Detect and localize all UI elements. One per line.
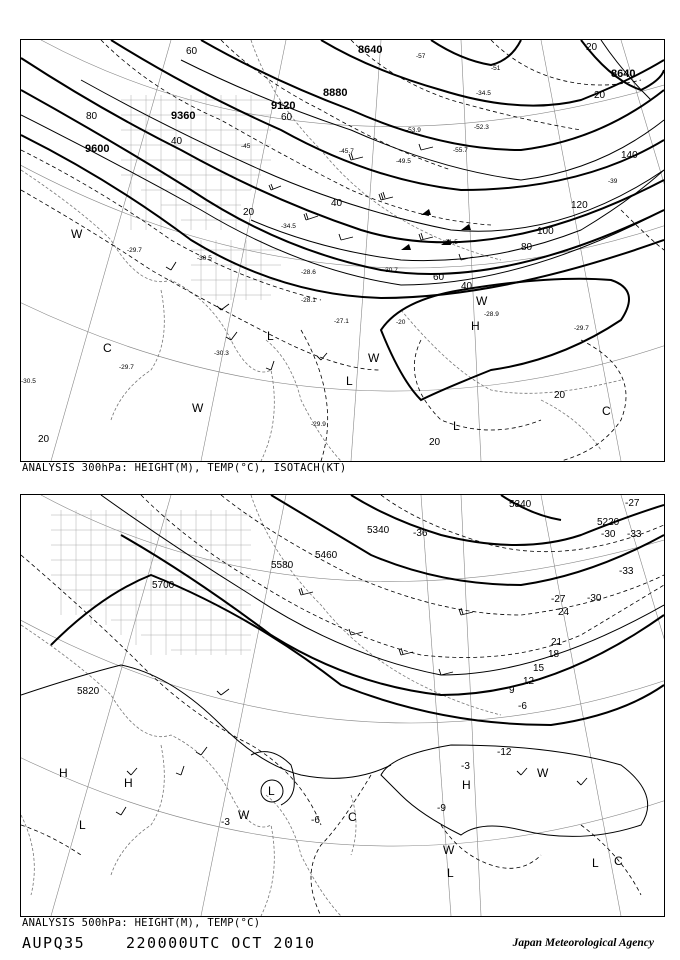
temperature-label: -55.7 (453, 147, 468, 154)
isotach-label: 100 (537, 226, 554, 237)
temperature-label: -34.5 (281, 223, 296, 230)
temperature-label: -29.7 (574, 325, 589, 332)
temperature-label: -30.5 (21, 378, 36, 385)
temperature-label: -12 (497, 747, 512, 758)
height-label: 5580 (271, 560, 294, 571)
temperature-label: 15 (533, 663, 545, 674)
temperature-label: 9 (509, 685, 515, 696)
isotach-label: 40 (171, 136, 183, 147)
pressure-center: C (614, 854, 623, 868)
wind-barbs (116, 588, 587, 815)
temperature-label: -28.6 (301, 269, 316, 276)
pressure-center: W (192, 401, 204, 415)
isotach-label: 20 (586, 42, 598, 53)
temperature-label: -49.5 (396, 158, 411, 165)
height-thin-contours (21, 495, 664, 805)
map-300hpa (21, 40, 664, 461)
pressure-center: C (348, 810, 357, 824)
pressure-center: W (537, 766, 549, 780)
height-label: 9600 (85, 143, 110, 155)
temperature-label: -6 (518, 701, 527, 712)
chart-footer (22, 934, 658, 954)
temperature-label: -20 (396, 319, 406, 326)
chart-500hpa (20, 494, 665, 917)
temperature-label: -28.9 (484, 311, 499, 318)
map-500hpa (21, 495, 664, 916)
height-label: 5220 (597, 517, 620, 528)
pressure-center: L (453, 419, 460, 433)
temperature-label: -34.5 (476, 90, 491, 97)
isotach-label: 20 (554, 390, 566, 401)
temperature-label: -6 (311, 815, 320, 826)
temperature-label: -33 (619, 566, 634, 577)
height-contours (21, 40, 664, 298)
temperature-label: -45.7 (339, 148, 354, 155)
temperature-label: -28.1 (301, 297, 316, 304)
height-label: 8640 (611, 68, 636, 80)
temperature-label: 12 (523, 676, 535, 687)
isotach-label: 60 (281, 112, 293, 123)
pressure-center: W (443, 843, 455, 857)
temperature-label: -30 (601, 529, 616, 540)
isotach-label: 40 (331, 198, 343, 209)
pressure-center: L (268, 784, 275, 798)
pressure-center: H (471, 319, 480, 333)
isotach-label: 20 (243, 207, 255, 218)
pressure-center: W (476, 294, 488, 308)
coastline (21, 495, 501, 916)
height-label: 9360 (171, 110, 196, 122)
temperature-label: -29.7 (119, 364, 134, 371)
height-label: 8880 (323, 87, 348, 99)
isotach-label: 20 (38, 434, 50, 445)
isotach-label: 20 (429, 437, 441, 448)
pressure-center: W (368, 351, 380, 365)
caption-300hpa: ANALYSIS 300hPa: HEIGHT(M), TEMP(°C), ISOTACH(KT) (22, 462, 347, 474)
height-label: 5340 (367, 525, 390, 536)
wind-pennants (401, 209, 471, 250)
wind-barbs (166, 144, 473, 370)
isotach-label: 40 (461, 281, 473, 292)
temperature-label: -29.9 (311, 421, 326, 428)
terrain-hatch (51, 510, 251, 655)
height-label: 5700 (152, 580, 175, 591)
closed-contour (381, 745, 648, 836)
temperature-label: 21 (551, 637, 563, 648)
pressure-center: L (267, 329, 274, 343)
caption-500hpa: ANALYSIS 500hPa: HEIGHT(M), TEMP(°C) (22, 917, 261, 929)
temperature-label: -29.7 (127, 247, 142, 254)
temperature-label: -53.9 (406, 127, 421, 134)
pressure-center: W (71, 227, 83, 241)
temperature-label: -45 (241, 143, 251, 150)
pressure-center: L (447, 866, 454, 880)
pressure-center: C (103, 341, 112, 355)
temperature-label: -30.7 (383, 267, 398, 274)
temperature-label: -30.5 (197, 255, 212, 262)
valid-time: 220000UTC OCT 2010 (126, 934, 316, 952)
temperature-label: -57 (416, 53, 426, 60)
temperature-label: -30 (587, 593, 602, 604)
pressure-center: H (124, 776, 133, 790)
height-label: 5460 (315, 550, 338, 561)
height-contours (51, 495, 664, 725)
isotach-label: 80 (521, 242, 533, 253)
isotach-label: 80 (86, 111, 98, 122)
height-label: 9120 (271, 100, 296, 112)
pressure-center: L (79, 818, 86, 832)
height-label: 5340 (509, 499, 532, 510)
agency-name: Japan Meteorological Agency (512, 937, 654, 949)
height-label: 5820 (77, 686, 100, 697)
temperature-label: -27 (625, 498, 640, 509)
temperature-label: -30.3 (214, 350, 229, 357)
height-label: 8640 (358, 44, 383, 56)
temperature-label: -31.5 (443, 239, 458, 246)
temperature-label: -39 (608, 178, 618, 185)
temperature-label: 24 (558, 607, 570, 618)
temperature-label: -51 (491, 65, 501, 72)
pressure-center: C (602, 404, 611, 418)
product-code: AUPQ35 (22, 934, 86, 952)
temperature-label: -36 (413, 528, 428, 539)
isotach-label: 60 (186, 46, 198, 57)
temperature-label: -27 (551, 594, 566, 605)
isotach-label: 140 (621, 150, 638, 161)
pressure-center: H (462, 778, 471, 792)
pressure-center: W (238, 808, 250, 822)
isotach-label: 20 (594, 90, 606, 101)
pressure-center: L (346, 374, 353, 388)
temperature-label: -33 (627, 529, 642, 540)
temperature-label: -9 (437, 803, 446, 814)
isotach-label: 60 (433, 272, 445, 283)
temperature-label: 18 (548, 649, 560, 660)
pressure-center: H (59, 766, 68, 780)
chart-300hpa (20, 39, 665, 462)
temperature-label: -27.1 (334, 318, 349, 325)
temperature-label: -3 (221, 817, 230, 828)
isotach-label: 120 (571, 200, 588, 211)
temperature-label: -3 (461, 761, 470, 772)
temperature-label: -52.3 (474, 124, 489, 131)
pressure-center: L (592, 856, 599, 870)
